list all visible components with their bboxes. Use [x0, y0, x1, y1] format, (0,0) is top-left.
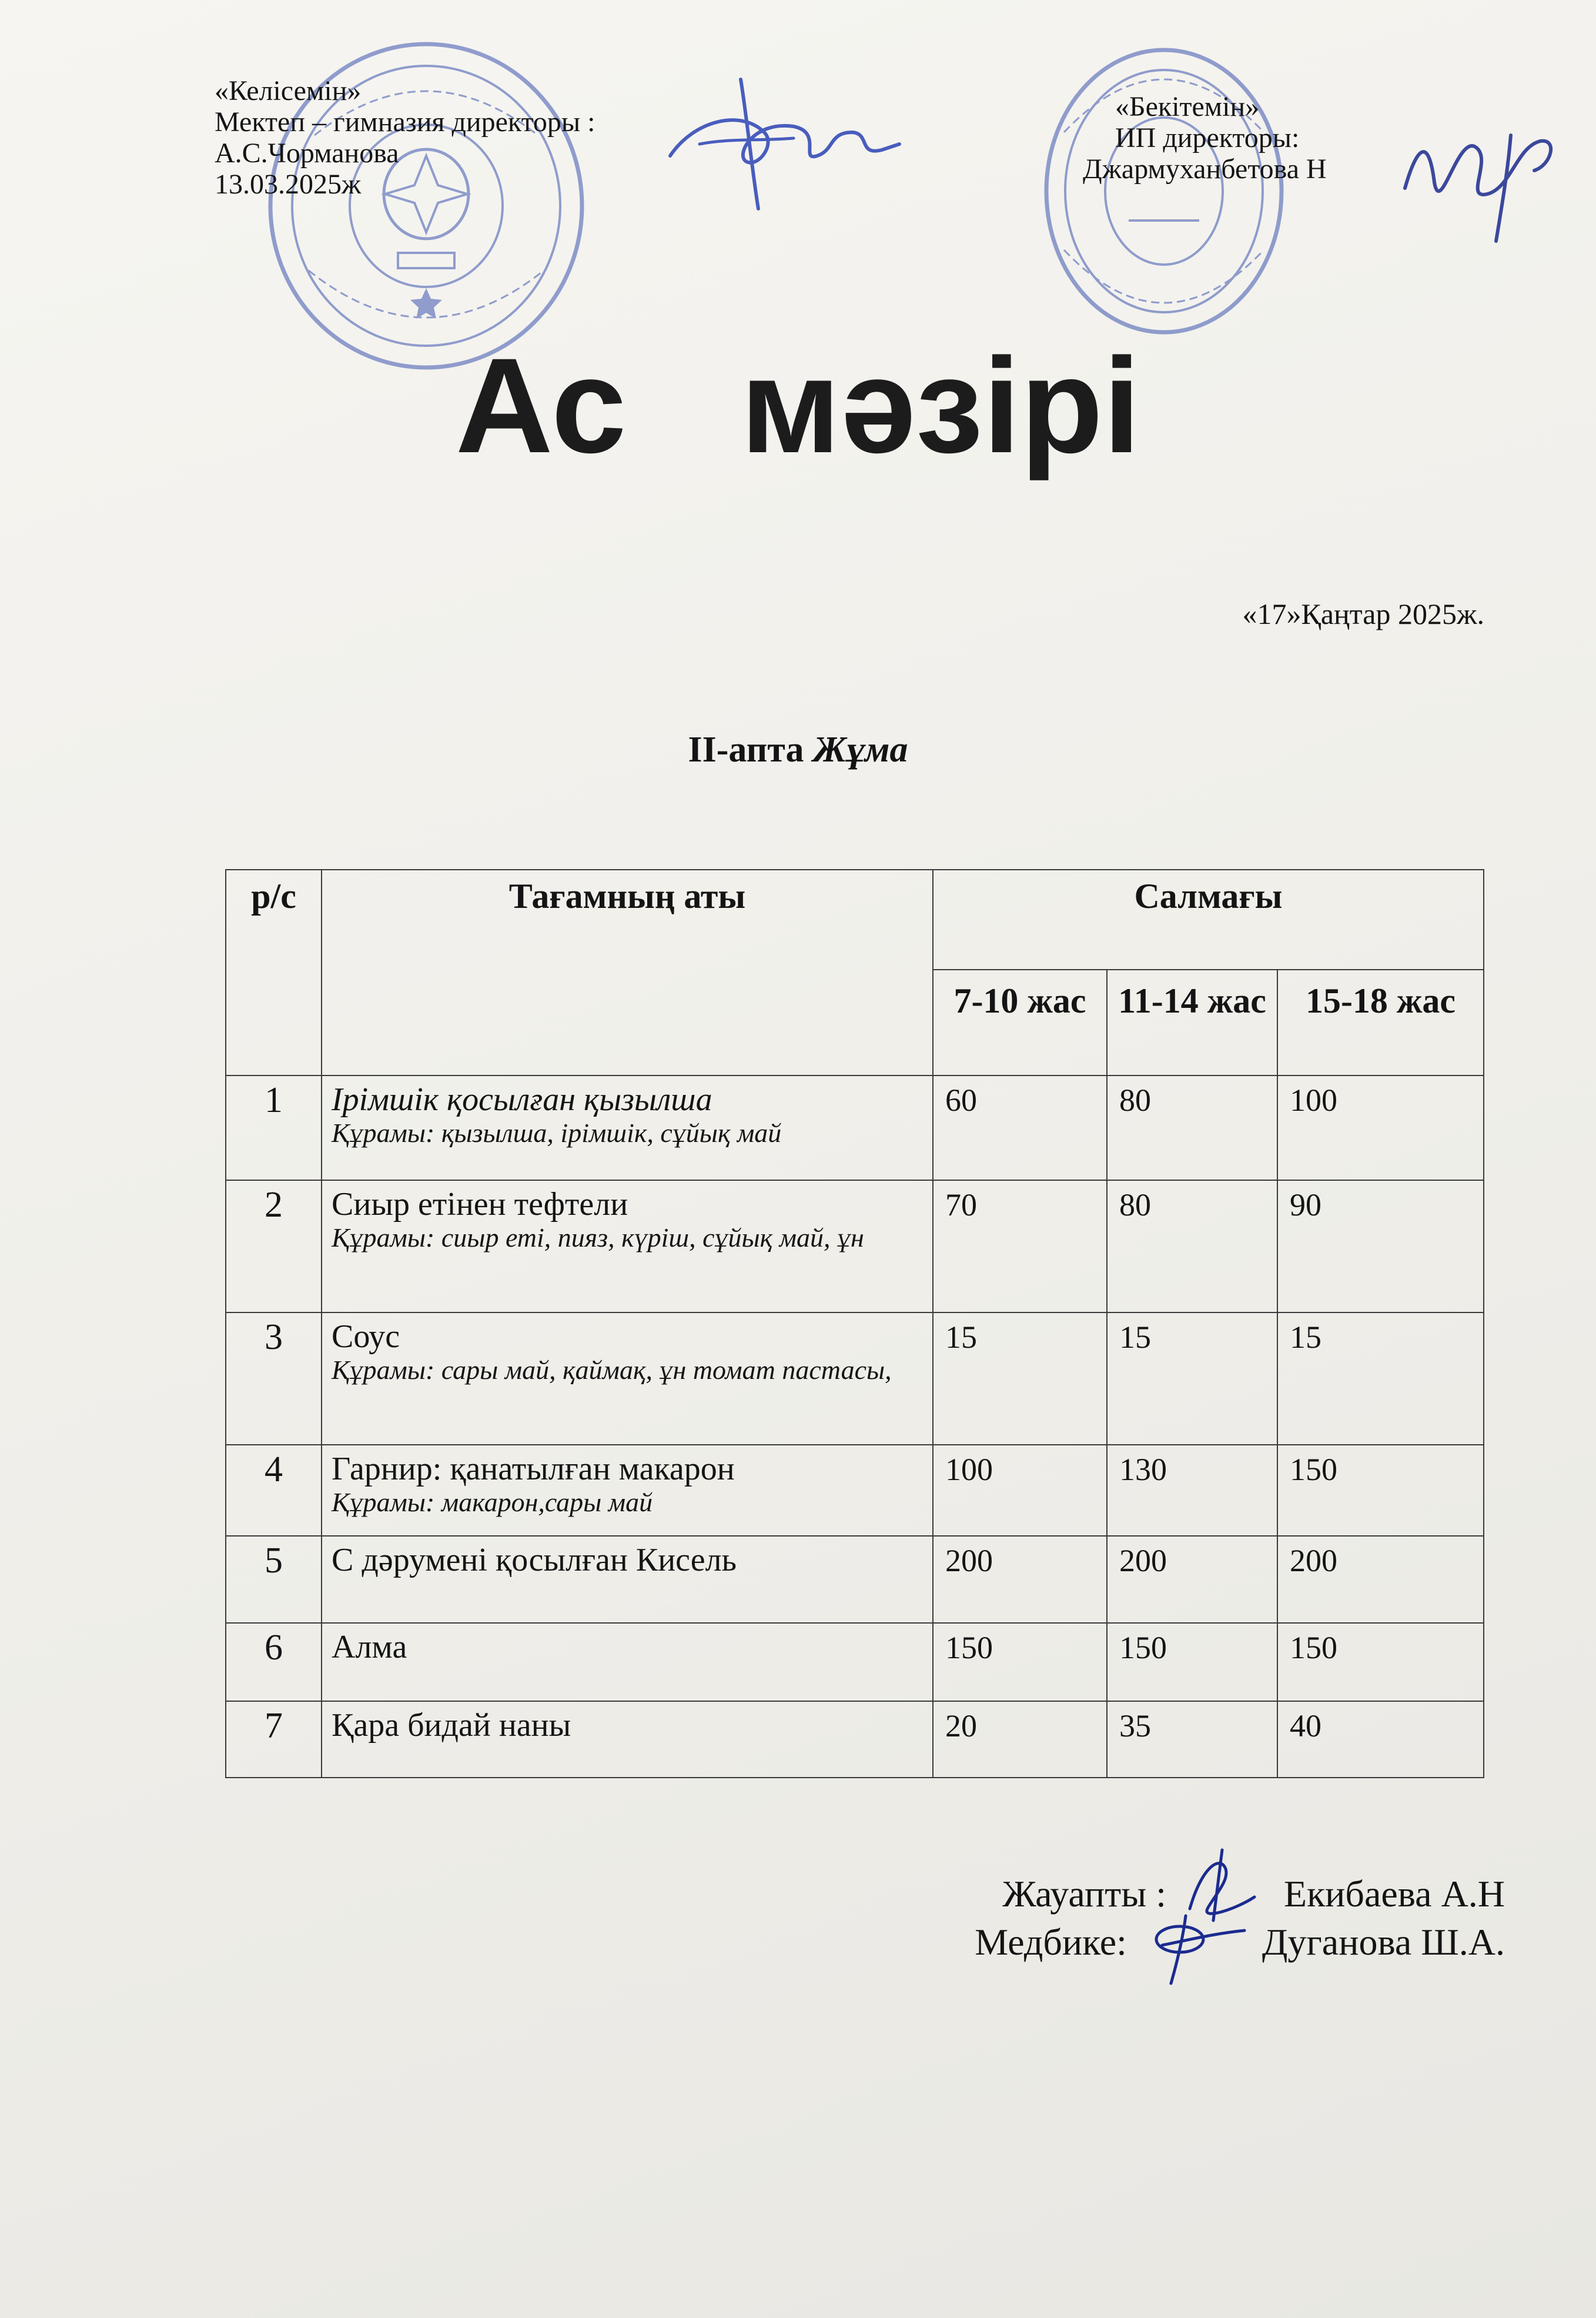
responsible-name: Екибаева А.Н — [1283, 1873, 1505, 1915]
table-row — [226, 1701, 1484, 1778]
row-dish — [322, 1312, 933, 1445]
dish-name: Сиыр етінен тефтели — [332, 1186, 628, 1223]
approval-right-heading: «Бекітемін» — [1115, 91, 1260, 122]
dish-name: Соус — [332, 1318, 400, 1355]
header-dish: Тағамның аты — [322, 870, 933, 1076]
footer-signatures — [975, 1870, 1505, 1966]
dish-composition: Құрамы: макарон,сары май — [332, 1487, 653, 1517]
row-num: 3 — [226, 1312, 322, 1445]
dish-name: Ірімшік қосылған қызылша — [332, 1081, 712, 1118]
approval-right — [1083, 91, 1327, 185]
responsible-signature — [1166, 1873, 1284, 1915]
weight-15-18: 90 — [1277, 1180, 1484, 1312]
approval-right-name: Джармуханбетова Н — [1083, 153, 1327, 185]
weight-7-10: 150 — [933, 1623, 1107, 1701]
director-signature — [658, 68, 905, 221]
row-num: 5 — [226, 1536, 322, 1623]
approval-left-name: А.С.Чорманова — [215, 138, 399, 169]
page-title: Ас мәзірі — [455, 330, 1141, 481]
weight-7-10: 20 — [933, 1701, 1107, 1778]
table-row — [226, 1180, 1484, 1312]
table-row — [226, 1076, 1484, 1180]
approval-left-date: 13.03.2025ж — [215, 169, 362, 200]
row-dish — [322, 1076, 933, 1180]
nurse-name: Дуганова Ш.А. — [1262, 1921, 1505, 1963]
header-age-15-18: 15-18 жас — [1277, 970, 1484, 1076]
approval-right-position: ИП директоры: — [1115, 122, 1300, 153]
weight-7-10: 15 — [933, 1312, 1107, 1445]
row-dish — [322, 1180, 933, 1312]
weight-11-14: 80 — [1107, 1180, 1277, 1312]
weight-11-14: 150 — [1107, 1623, 1277, 1701]
weight-7-10: 100 — [933, 1445, 1107, 1536]
row-num: 2 — [226, 1180, 322, 1312]
weight-7-10: 200 — [933, 1536, 1107, 1623]
dish-composition: Құрамы: қызылша, ірімшік, сұйық май — [332, 1118, 782, 1148]
table-row — [226, 1623, 1484, 1701]
weight-15-18: 200 — [1277, 1536, 1484, 1623]
dish-composition: Құрамы: сиыр еті, пияз, күріш, сұйық май, ұн — [332, 1223, 864, 1252]
dish-name: Алма — [332, 1629, 407, 1665]
weight-11-14: 15 — [1107, 1312, 1277, 1445]
header-num: р/с — [226, 870, 322, 1076]
responsible-row — [975, 1870, 1505, 1918]
table-row — [226, 1536, 1484, 1623]
row-dish — [322, 1536, 933, 1623]
row-num: 1 — [226, 1076, 322, 1180]
day-label: Жұма — [813, 730, 908, 770]
approval-left-heading: «Келісемін» — [215, 75, 362, 106]
weight-11-14: 35 — [1107, 1701, 1277, 1778]
row-dish — [322, 1701, 933, 1778]
nurse-row — [975, 1918, 1505, 1966]
menu-date: «17»Қаңтар 2025ж. — [1242, 597, 1484, 630]
weight-15-18: 40 — [1277, 1701, 1484, 1778]
row-dish — [322, 1623, 933, 1701]
header-weight: Салмағы — [933, 870, 1484, 970]
row-num: 6 — [226, 1623, 322, 1701]
weight-11-14: 200 — [1107, 1536, 1277, 1623]
dish-composition: Құрамы: сары май, қаймақ, ұн томат пастасы, — [332, 1355, 892, 1385]
row-num: 7 — [226, 1701, 322, 1778]
weight-11-14: 80 — [1107, 1076, 1277, 1180]
dish-name: Қара бидай наны — [332, 1707, 571, 1743]
dish-name: С дәрумені қосылған Кисель — [332, 1542, 737, 1578]
nurse-signature — [1127, 1922, 1262, 1963]
week-label: ІІ-апта — [688, 730, 804, 770]
header-age-7-10: 7-10 жас — [933, 970, 1107, 1076]
row-dish — [322, 1445, 933, 1536]
ip-round-stamp — [1040, 44, 1287, 338]
responsible-label: Жауапты : — [1002, 1873, 1166, 1915]
approval-left — [215, 75, 595, 200]
row-num: 4 — [226, 1445, 322, 1536]
weight-15-18: 150 — [1277, 1445, 1484, 1536]
approval-left-position: Мектеп – гимназия директоры : — [215, 106, 595, 138]
dish-name: Гарнир: қанатылған макарон — [332, 1451, 735, 1487]
table-row — [226, 1312, 1484, 1445]
ip-director-signature — [1393, 112, 1570, 247]
weight-7-10: 60 — [933, 1076, 1107, 1180]
menu-table — [225, 869, 1484, 1778]
weight-15-18: 15 — [1277, 1312, 1484, 1445]
header-age-11-14: 11-14 жас — [1107, 970, 1277, 1076]
weight-15-18: 150 — [1277, 1623, 1484, 1701]
table-row — [226, 1445, 1484, 1536]
weight-15-18: 100 — [1277, 1076, 1484, 1180]
weight-7-10: 70 — [933, 1180, 1107, 1312]
weight-11-14: 130 — [1107, 1445, 1277, 1536]
nurse-label: Медбике: — [975, 1921, 1127, 1963]
week-day-heading — [0, 729, 1596, 771]
